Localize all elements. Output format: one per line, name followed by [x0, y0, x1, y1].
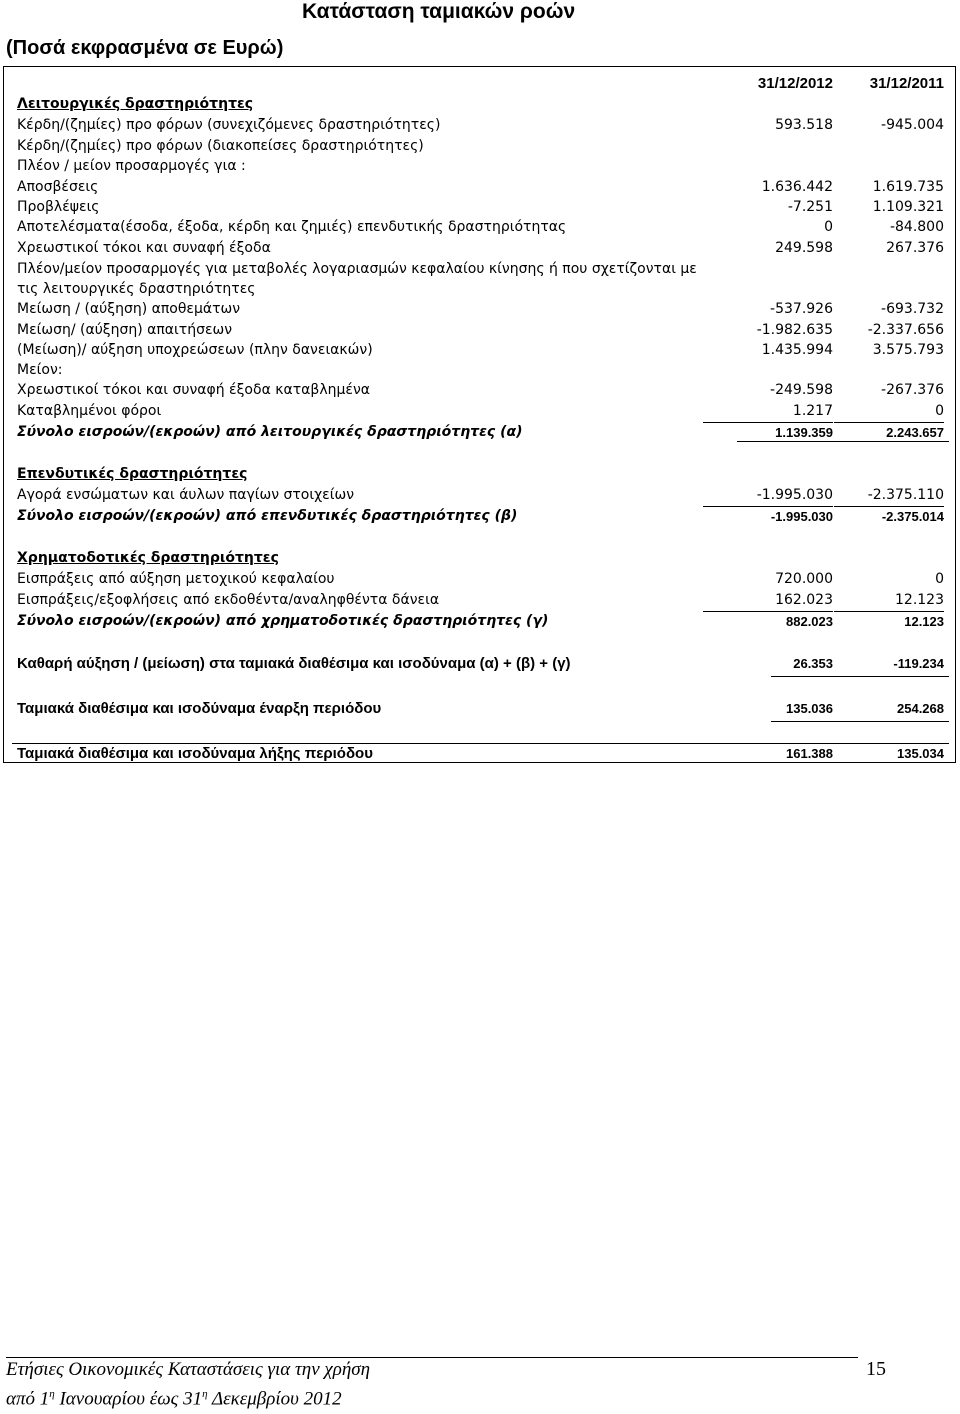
- table-row: Εισπράξεις/εξοφλήσεις από εκδοθέντα/αναληφθέντα δάνεια 162.023 12.123: [17, 592, 944, 608]
- footer-report-title: Ετήσιες Οικονομικές Καταστάσεις για την χρήση: [6, 1359, 371, 1380]
- double-rule: [737, 441, 949, 442]
- column-header-2012: 31/12/2012: [757, 75, 833, 92]
- table-row: Μείωση/ (αύξηση) απαιτήσεων -1.982.635 -2.337.656: [17, 322, 944, 338]
- net-change-row: Καθαρή αύξηση / (μείωση) στα ταμιακά διαθέσιμα και ισοδύναμα (α) + (β) + (γ) 26.353 -119.234: [17, 655, 944, 672]
- footer-period: από $1^\eta$ Ιανουαρίου έως $31^\eta$ Δεκεμβρίου 2012: [6, 1388, 342, 1410]
- table-row: Μείον:: [17, 362, 63, 378]
- statement-title: Κατάσταση ταμιακών ροών: [302, 0, 576, 23]
- table-row: Αποσβέσεις 1.636.442 1.619.735: [17, 179, 944, 195]
- table-row: Καταβλημένοι φόροι 1.217 0: [17, 403, 944, 419]
- table-row: Κέρδη/(ζημίες) προ φόρων (διακοπείσες δραστηριότητες): [17, 138, 424, 154]
- table-row: (Μείωση)/ αύξηση υποχρεώσεων (πλην δανειακών) 1.435.994 3.575.793: [17, 342, 944, 358]
- page-number: 15: [866, 1358, 886, 1380]
- table-row: Μείωση / (αύξηση) αποθεμάτων -537.926 -693.732: [17, 301, 944, 317]
- column-header-2011: 31/12/2011: [869, 75, 944, 92]
- table-row: Χρεωστικοί τόκοι και συναφή έξοδα 249.598 267.376: [17, 240, 944, 256]
- summary-rule: [771, 676, 949, 677]
- column-header-row: [17, 74, 955, 94]
- section-heading-financing: Χρηματοδοτικές δραστηριότητες: [17, 550, 279, 566]
- total-row-financing: Σύνολο εισροών/(εκροών) από χρηματοδοτικές δραστηριότητες (γ) 882.023 12.123: [17, 613, 944, 629]
- summary-rule: [771, 721, 949, 722]
- table-row: Πλέον/μείον προσαρμογές για μεταβολές λογαριασμών κεφαλαίου κίνησης ή που σχετίζονται με τις λειτουργικές δραστηριότητες: [17, 261, 697, 297]
- total-row-investing: Σύνολο εισροών/(εκροών) από επενδυτικές δραστηριότητες (β) -1.995.030 -2.375.014: [17, 508, 944, 524]
- currency-note: (Ποσά εκφρασμένα σε Ευρώ): [6, 37, 284, 59]
- table-row: Αγορά ενσώματων και άυλων παγίων στοιχείων -1.995.030 -2.375.110: [17, 487, 944, 503]
- table-row: Κέρδη/(ζημίες) προ φόρων (συνεχιζόμενες δραστηριότητες) 593.518 -945.004: [17, 117, 944, 133]
- table-row: Χρεωστικοί τόκοι και συναφή έξοδα καταβλημένα -249.598 -267.376: [17, 382, 944, 398]
- footer-rule: [6, 1357, 858, 1358]
- cash-flow-table: [3, 66, 956, 763]
- section-heading-operating: Λειτουργικές δραστηριότητες: [17, 96, 254, 112]
- section-heading-investing: Επενδυτικές δραστηριότητες: [17, 466, 248, 482]
- opening-balance-row: Ταμιακά διαθέσιμα και ισοδύναμα έναρξη περιόδου 135.036 254.268: [17, 700, 944, 717]
- table-row: Εισπράξεις από αύξηση μετοχικού κεφαλαίου 720.000 0: [17, 571, 944, 587]
- total-row-operating: Σύνολο εισροών/(εκροών) από λειτουργικές δραστηριότητες (α) 1.139.359 2.243.657: [17, 424, 944, 440]
- closing-balance-row: Ταμιακά διαθέσιμα και ισοδύναμα λήξης περιόδου 161.388 135.034: [17, 745, 944, 762]
- table-row: Πλέον / μείον προσαρμογές για :: [17, 158, 246, 174]
- table-row: Αποτελέσματα(έσοδα, έξοδα, κέρδη και ζημιές) επενδυτικής δραστηριότητας 0 -84.800: [17, 219, 944, 235]
- table-row: Προβλέψεις -7.251 1.109.321: [17, 199, 944, 215]
